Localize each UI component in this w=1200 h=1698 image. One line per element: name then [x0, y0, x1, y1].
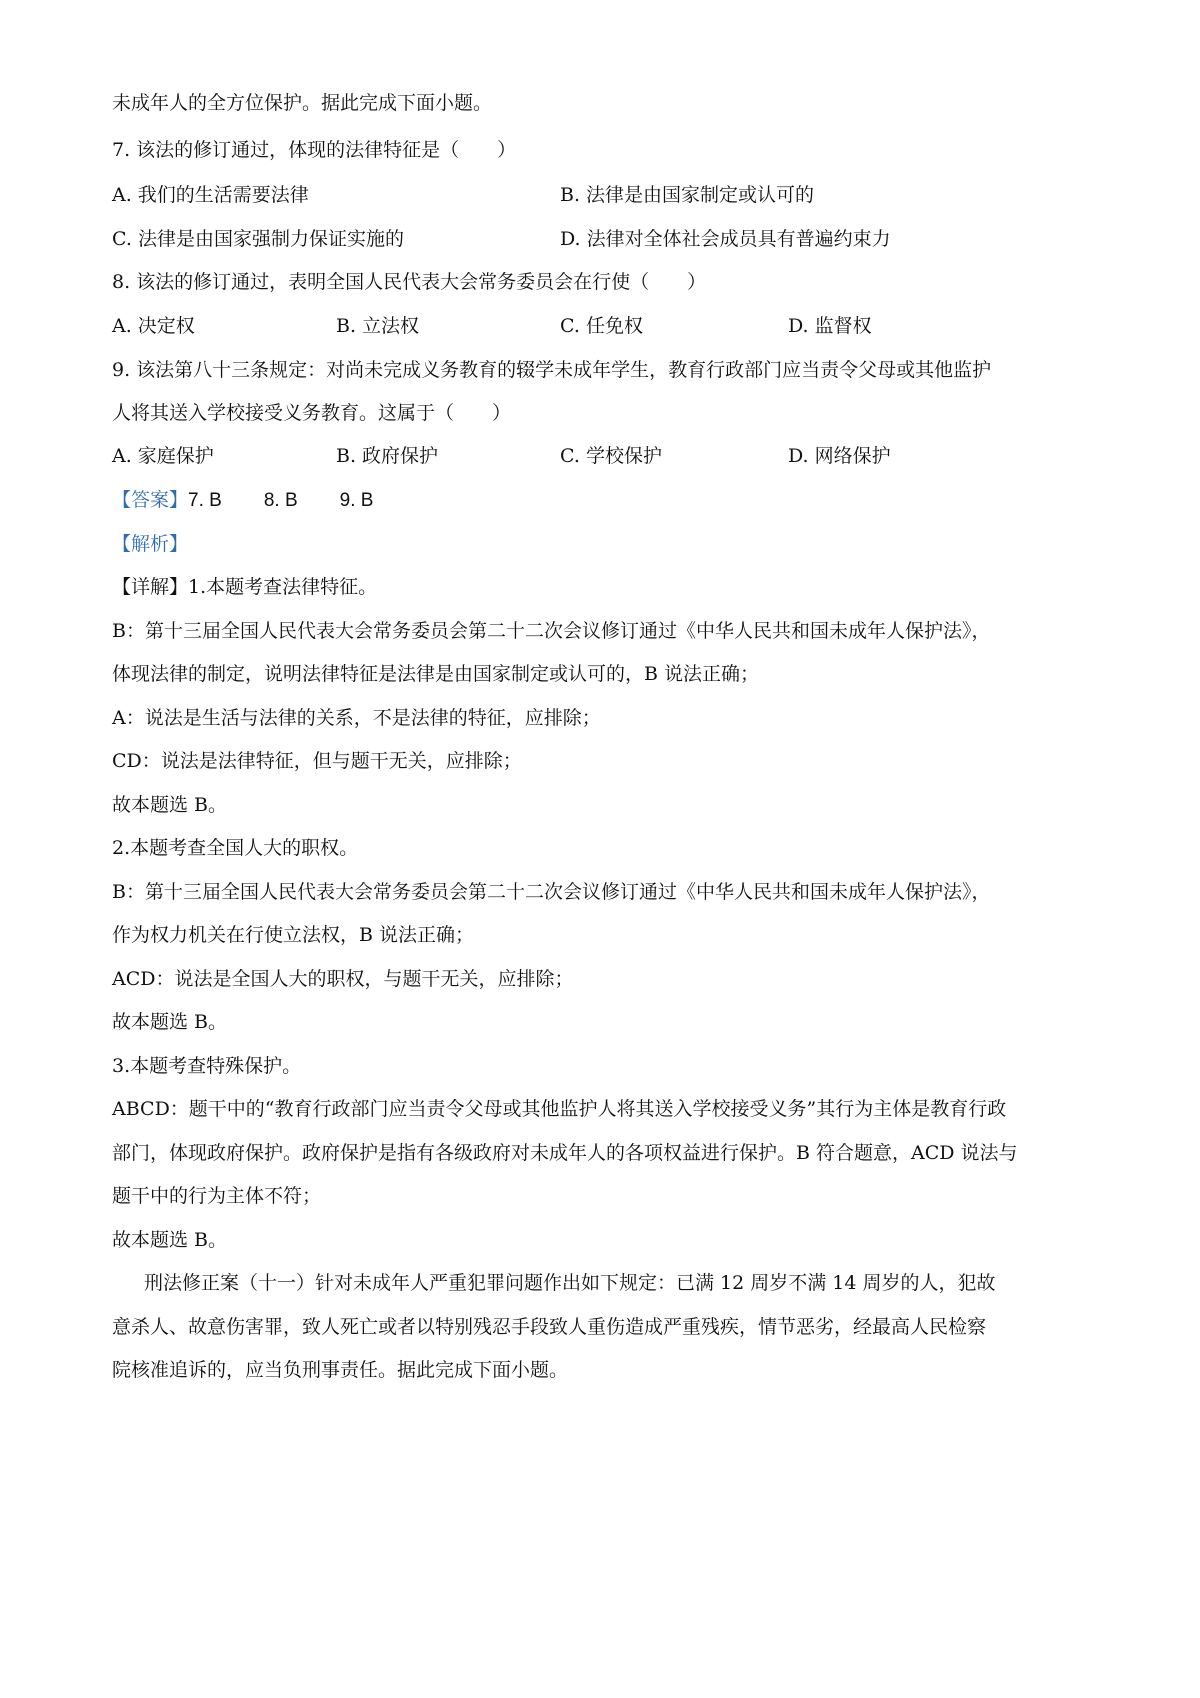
question-9-option-a: A. 家庭保护	[112, 445, 214, 467]
detail-1-b-line-2: 体现法律的制定，说明法律特征是法律是由国家制定或认可的，B 说法正确；	[112, 663, 760, 685]
analysis-label: 【解析】	[112, 533, 189, 555]
detail-1-b-line-1: B：第十三届全国人民代表大会常务委员会第二十二次会议修订通过《中华人民共和国未成年人保护法》，	[112, 620, 991, 642]
question-8-option-c: C. 任免权	[560, 315, 643, 337]
detail-3-line-1: ABCD：题干中的“教育行政部门应当责令父母或其他监护人将其送入学校接受义务”其行为主体是教育行政	[112, 1098, 1007, 1120]
detail-2-conclusion: 故本题选 B。	[112, 1011, 228, 1033]
next-passage-line-2: 意杀人、故意伤害罪，致人死亡或者以特别残忍手段致人重伤造成严重残疾，情节恶劣，经最高人民检察	[112, 1316, 987, 1338]
detail-3-title: 3.本题考查特殊保护。	[112, 1055, 302, 1077]
answer-value-7: 7. B	[188, 490, 222, 511]
intro-tail: 未成年人的全方位保护。据此完成下面小题。	[112, 92, 493, 114]
answer-label: 【答案】	[112, 489, 189, 511]
detail-1-conclusion: 故本题选 B。	[112, 794, 228, 816]
question-7-option-b: B. 法律是由国家制定或认可的	[560, 184, 815, 206]
question-7-stem: 7. 该法的修订通过，体现的法律特征是（ ）	[112, 139, 517, 161]
question-9-option-d: D. 网络保护	[788, 445, 891, 467]
answer-value-9: 9. B	[339, 490, 374, 511]
detail-2-b-line-2: 作为权力机关在行使立法权，B 说法正确；	[112, 924, 475, 946]
detail-3-line-2: 部门，体现政府保护。政府保护是指有各级政府对未成年人的各项权益进行保护。B 符合题意，ACD 说法与	[112, 1142, 1018, 1164]
detail-2-b-line-1: B：第十三届全国人民代表大会常务委员会第二十二次会议修订通过《中华人民共和国未成年人保护法》，	[112, 881, 991, 903]
detail-2-title: 2.本题考查全国人大的职权。	[112, 837, 359, 859]
detail-1-title: 【详解】1.本题考查法律特征。	[112, 576, 378, 598]
question-7-option-a: A. 我们的生活需要法律	[112, 184, 309, 206]
question-9-option-c: C. 学校保护	[560, 445, 662, 467]
question-9-stem-line-1: 9. 该法第八十三条规定：对尚未完成义务教育的辍学未成年学生，教育行政部门应当责令父母或其他监护	[112, 359, 992, 381]
question-7-option-c: C. 法律是由国家强制力保证实施的	[112, 228, 404, 250]
detail-3-line-3: 题干中的行为主体不符；	[112, 1185, 322, 1207]
answer-value-8: 8. B	[263, 490, 298, 511]
next-passage-line-1: 刑法修正案（十一）针对未成年人严重犯罪问题作出如下规定：已满 12 周岁不满 14 周岁的人，犯故	[144, 1272, 996, 1294]
answer-line	[112, 485, 1102, 516]
next-passage-line-3: 院核准追诉的，应当负刑事责任。据此完成下面小题。	[112, 1359, 569, 1381]
question-7-option-d: D. 法律对全体社会成员具有普遍约束力	[560, 228, 891, 250]
question-8-option-d: D. 监督权	[788, 315, 872, 337]
question-8-stem: 8. 该法的修订通过，表明全国人民代表大会常务委员会在行使（ ）	[112, 271, 707, 293]
question-8-option-a: A. 决定权	[112, 315, 195, 337]
question-9-stem-line-2: 人将其送入学校接受义务教育。这属于（ ）	[112, 402, 512, 424]
detail-3-conclusion: 故本题选 B。	[112, 1229, 228, 1251]
detail-2-acd: ACD：说法是全国人大的职权，与题干无关，应排除；	[112, 968, 574, 990]
question-9-option-b: B. 政府保护	[336, 445, 439, 467]
detail-1-cd: CD：说法是法律特征，但与题干无关，应排除；	[112, 750, 522, 772]
detail-1-a: A：说法是生活与法律的关系，不是法律的特征，应排除；	[112, 707, 601, 729]
question-8-option-b: B. 立法权	[336, 315, 420, 337]
